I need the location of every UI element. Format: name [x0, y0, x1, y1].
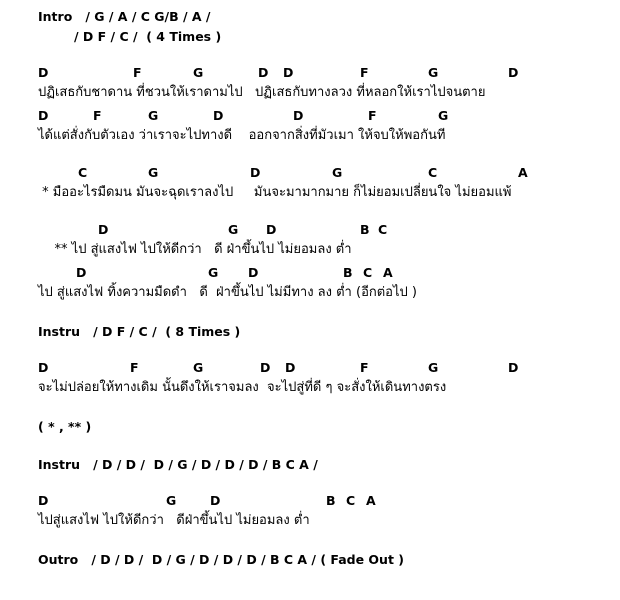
chorus-doublestar-chordline-1 [38, 222, 620, 239]
spacer [0, 342, 620, 360]
chord: G [193, 360, 204, 375]
intro-label: Intro [38, 9, 73, 24]
chord: D [508, 65, 519, 80]
section-chorus-doublestar [0, 222, 620, 304]
verse1-chordline-2 [38, 108, 620, 125]
spacer [0, 47, 620, 65]
chord: F [360, 65, 369, 80]
chord: D [38, 493, 49, 508]
chord: D [38, 65, 49, 80]
section-intro [0, 0, 620, 47]
chord: G [228, 222, 239, 237]
chord: D [258, 65, 269, 80]
chord: D [38, 360, 49, 375]
section-outro-line [0, 493, 620, 532]
repeat-marker-text: ( * , ** ) [38, 419, 92, 434]
chord: C [363, 265, 373, 280]
spacer [0, 304, 620, 322]
intro-sequence-2-row [0, 27, 620, 47]
verse1-lyric-1: ปฏิเสธกับชาดาน ที่ชวนให้เราดามไป ปฏิเสธกับทางลวง ที่หลอกให้เราไปจนตาย [38, 85, 486, 100]
instru2-sequence: / D / D / D / G / D / D / D / B C A / [93, 457, 318, 472]
chord: D [38, 108, 49, 123]
chorus-doublestar-lyric-2: ไป สู่แสงไฟ ทิ้งความมืดดำ ดี ฝ่าขึ้นไป ไม่มีทาง ลง ต่ำ (อีกต่อไป ) [38, 285, 417, 300]
section-verse-2 [0, 360, 620, 399]
outro-heading [38, 550, 620, 570]
chorus-doublestar-chordline-2 [38, 265, 620, 282]
chord: F [133, 65, 142, 80]
chord: D [250, 165, 261, 180]
intro-heading [0, 7, 620, 27]
verse2-lyric: จะไม่ปล่อยให้ทางเดิม นั้นดึงให้เราจมลง จะไปสู่ที่ดี ๆ จะสั่งให้เดินทางตรง [38, 380, 447, 395]
spacer [0, 399, 620, 417]
chord: B [326, 493, 336, 508]
chord: A [366, 493, 376, 508]
chord: D [98, 222, 109, 237]
spacer [0, 147, 620, 165]
chord: D [285, 360, 296, 375]
spacer [0, 204, 620, 222]
outro-label: Outro [38, 552, 79, 567]
chord: D [266, 222, 277, 237]
chord: B [343, 265, 353, 280]
intro-sequence-2: / D F / C / ( 4 Times ) [74, 29, 222, 44]
chord: F [93, 108, 102, 123]
chord: C [428, 165, 438, 180]
chord: B [360, 222, 370, 237]
chord: C [346, 493, 356, 508]
chord: D [293, 108, 304, 123]
chord: C [78, 165, 88, 180]
chord: G [166, 493, 177, 508]
chord: C [378, 222, 388, 237]
chord: G [193, 65, 204, 80]
chord: G [148, 108, 159, 123]
chord: D [260, 360, 271, 375]
chord: D [248, 265, 259, 280]
instru2-label: Instru [38, 457, 81, 472]
chord: F [130, 360, 139, 375]
outro-line-lyric: ไปสู่แสงไฟ ไปให้ดีกว่า ดีฝ่าขึ้นไป ไม่ยอมลง ต่ำ [38, 513, 310, 528]
section-outro [0, 550, 620, 570]
chord: F [368, 108, 377, 123]
chord: G [428, 360, 439, 375]
instru1-label: Instru [38, 324, 81, 339]
spacer [0, 532, 620, 550]
outro-line-chordline [38, 493, 620, 510]
section-verse-1 [0, 65, 620, 147]
instru1-sequence: / D F / C / ( 8 Times ) [93, 324, 241, 339]
chord: G [148, 165, 159, 180]
section-instru-1 [0, 322, 620, 342]
chord: G [332, 165, 343, 180]
instru2-heading [38, 455, 620, 475]
chord: A [518, 165, 528, 180]
chord: D [210, 493, 221, 508]
chord: A [383, 265, 393, 280]
section-instru-2 [0, 455, 620, 475]
verse2-chordline [38, 360, 620, 377]
spacer [0, 437, 620, 455]
chorus-doublestar-lyric-1: ** ไป สู่แสงไฟ ไปให้ดีกว่า ดี ฝ่าขึ้นไป ไม่ยอมลง ต่ำ [38, 242, 352, 257]
chord: D [283, 65, 294, 80]
chord: D [508, 360, 519, 375]
chord: G [438, 108, 449, 123]
verse1-chordline-1 [38, 65, 620, 82]
chord: G [428, 65, 439, 80]
chord: D [76, 265, 87, 280]
chorus-star-chordline [38, 165, 620, 182]
section-repeat-marker [0, 417, 620, 437]
spacer [0, 475, 620, 493]
intro-sequence-1: / G / A / C G/B / A / [85, 9, 211, 24]
section-chorus-star [0, 165, 620, 204]
chord: G [208, 265, 219, 280]
chord: F [360, 360, 369, 375]
chord: D [213, 108, 224, 123]
verse1-lyric-2: ได้แต่สั่งกับตัวเอง ว่าเราจะไปทางดี ออกจากสิ่งที่มัวเมา ให้จบให้พอกันที [38, 128, 446, 143]
chorus-star-lyric: * มืออะไรมืดมน มันจะฉุดเราลงไป มันจะมามากมาย ก็ไม่ยอมเปลี่ยนใจ ไม่ยอมแพ้ [38, 185, 512, 200]
instru1-heading [38, 322, 620, 342]
outro-sequence: / D / D / D / G / D / D / D / B C A / ( Fade Out ) [91, 552, 404, 567]
